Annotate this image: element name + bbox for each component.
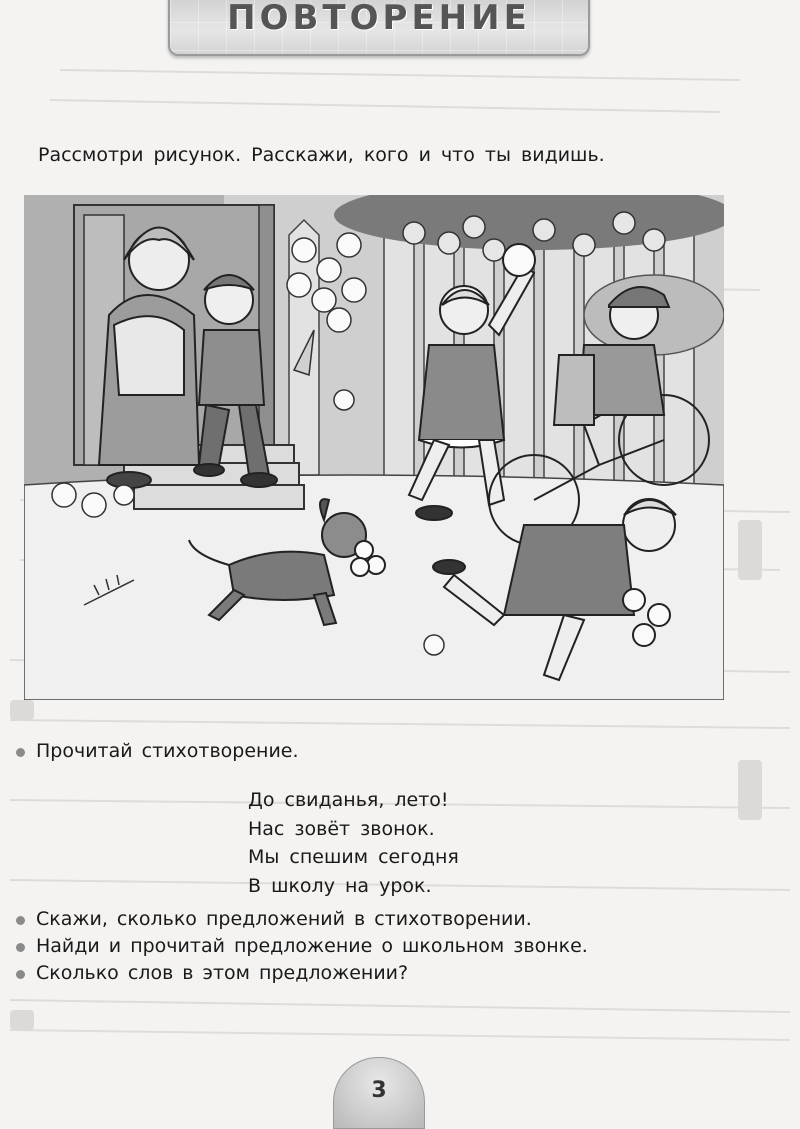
poem-line: Нас зовёт звонок.	[248, 817, 435, 840]
reading-instruction-block	[14, 738, 774, 765]
section-title: ПОВТОРЕНИЕ	[227, 0, 531, 38]
question-item	[14, 960, 774, 987]
poem	[248, 786, 459, 900]
page-number: 3	[371, 1078, 387, 1103]
poem-line: В школу на урок.	[248, 874, 432, 897]
bullet-icon	[16, 970, 25, 979]
instruction-text: Прочитай стихотворение.	[36, 740, 299, 762]
back-to-school-illustration	[24, 195, 724, 700]
page-number-tab	[333, 1057, 425, 1129]
question-item	[14, 933, 774, 960]
intro-instruction: Рассмотри рисунок. Расскажи, кого и что ты видишь.	[38, 144, 605, 166]
poem-line: Мы спешим сегодня	[248, 846, 459, 868]
bullet-icon	[16, 943, 25, 952]
question-text: Скажи, сколько предложений в стихотворении.	[36, 908, 532, 930]
question-item	[14, 906, 774, 933]
bullet-icon	[16, 748, 25, 757]
poem-line: До свиданья, лето!	[248, 789, 449, 811]
instruction-read-poem	[14, 738, 774, 765]
question-text: Сколько слов в этом предложении?	[36, 962, 409, 984]
bullet-icon	[16, 916, 25, 925]
question-text: Найди и прочитай предложение о школьном звонке.	[36, 935, 588, 957]
question-list	[14, 906, 774, 987]
section-header-tab	[168, 0, 590, 56]
